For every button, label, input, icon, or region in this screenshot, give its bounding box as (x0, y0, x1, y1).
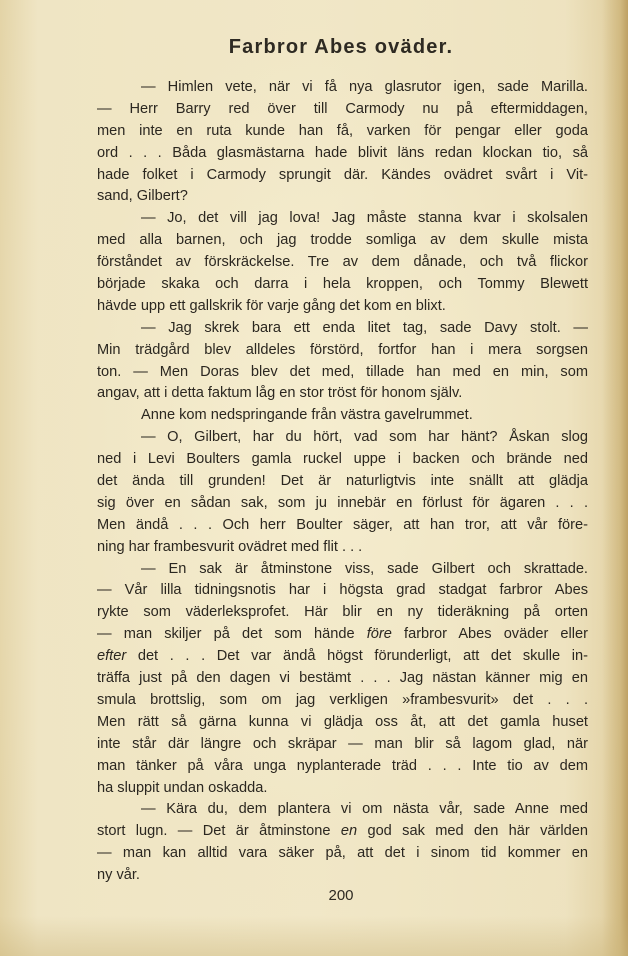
text-line: smula brottslig, som om jag verkligen »frambesvurit» det . . . (97, 691, 588, 708)
text-line: — Kära du, dem plantera vi om nästa vår, sade Anne med (141, 801, 588, 818)
emphasis-word: före (366, 626, 392, 643)
text-line: Min trädgård blev alldeles förstörd, fortfor han i mera sorgsen (97, 341, 588, 358)
text-line: det ända till grunden! Det är naturligtvis inte snällt att glädja (97, 473, 588, 490)
text-line: man tänker på våra unga nyplanterade träd . . . Inte tio av dem (97, 757, 588, 774)
text-line: med alla barnen, och jag trodde somliga av dem skulle mista (97, 232, 588, 249)
text-line: började skaka och darra i hela kroppen, och Tommy Blewett (97, 276, 588, 293)
text-line: — Vår lilla tidningsnotis har i högsta grad stadgat farbror Abes (97, 582, 588, 599)
chapter-title: Farbror Abes oväder. (228, 36, 454, 58)
text-line: Anne kom nedspringande från västra gavelrummet. (141, 407, 473, 424)
text-segment: stort lugn. — Det är åtminstone (97, 823, 331, 840)
text-line: Men rätt så gärna kunna vi glädja oss åt, att det gamla huset (97, 713, 588, 730)
text-line: — En sak är åtminstone viss, sade Gilbert och skrattade. (141, 560, 588, 577)
text-line: Men ändå . . . Och herr Boulter säger, att han tror, att vår före- (97, 516, 588, 533)
emphasis-word: en (340, 823, 358, 840)
text-line: — Herr Barry red över till Carmody nu på eftermiddagen, (97, 100, 588, 117)
text-line (97, 821, 588, 843)
text-line: hade folket i Carmody sprungit där. Kändes ovädret svårt i Vit- (97, 166, 588, 183)
emphasis-word: efter (97, 648, 127, 665)
page-bottom-shadow (0, 916, 628, 956)
text-line (97, 646, 588, 668)
text-line: träffa just på den dagen vi bestämt . . . Jag nästan känner mig en (97, 670, 588, 687)
text-line: sand, Gilbert? (97, 188, 188, 205)
text-segment: — man skiljer på det som hände (97, 626, 355, 643)
text-line: men inte en ruta kunde han få, varken för pengar eller goda (97, 122, 588, 139)
text-line: inte står där längre och skräpar — man blir så lagom glad, när (97, 735, 588, 752)
text-line: ord . . . Båda glasmästarna hade blivit läns redan klockan tio, så (97, 144, 588, 161)
text-segment: god sak med den här världen (367, 823, 588, 840)
text-line: — Jo, det vill jag lova! Jag måste stanna kvar i skolsalen (141, 210, 588, 227)
text-line: — O, Gilbert, har du hört, vad som har hänt? Åskan slog (141, 429, 588, 446)
page-edge-shadow (602, 0, 628, 956)
text-segment: det . . . Det var ändå högst förunderligt, att det skulle in- (137, 648, 588, 665)
text-segment: farbror Abes oväder eller (404, 626, 589, 643)
text-line: — Himlen vete, när vi få nya glasrutor igen, sade Marilla. (141, 79, 588, 95)
text-line: ning har frambesvurit ovädret med flit . . . (97, 538, 363, 555)
text-line (97, 624, 588, 646)
text-line: — Jag skrek bara ett enda litet tag, sade Davy stolt. — (141, 319, 588, 336)
page-number: 200 (328, 887, 354, 904)
text-line: ny vår. (97, 867, 140, 884)
text-line: ton. — Men Doras blev det med, tillade han med en min, som (97, 363, 588, 380)
text-line: rykte som väderleksprofet. Här blir en ny tideräkning på orten (97, 604, 588, 621)
text-line: sig över en sådan sak, som ju innebär en förlust för ägaren . . . (97, 494, 588, 511)
text-line: angav, att i detta faktum låg en stor tröst för honom själv. (97, 385, 463, 402)
text-line: — man kan alltid vara säker på, att det i sinom tid kommer en (97, 845, 588, 862)
text-line: förståndet av förskräckelse. Tre av dem dånade, och två flickor (97, 254, 588, 271)
text-line: hävde upp ett gallskrik för varje gång det kom en blixt. (97, 297, 446, 314)
body-text (97, 77, 588, 887)
text-line: ned i Levi Boulters gamla ruckel uppe i backen och brände ned (97, 451, 588, 468)
text-line: ha sluppit undan oskadda. (97, 779, 268, 796)
